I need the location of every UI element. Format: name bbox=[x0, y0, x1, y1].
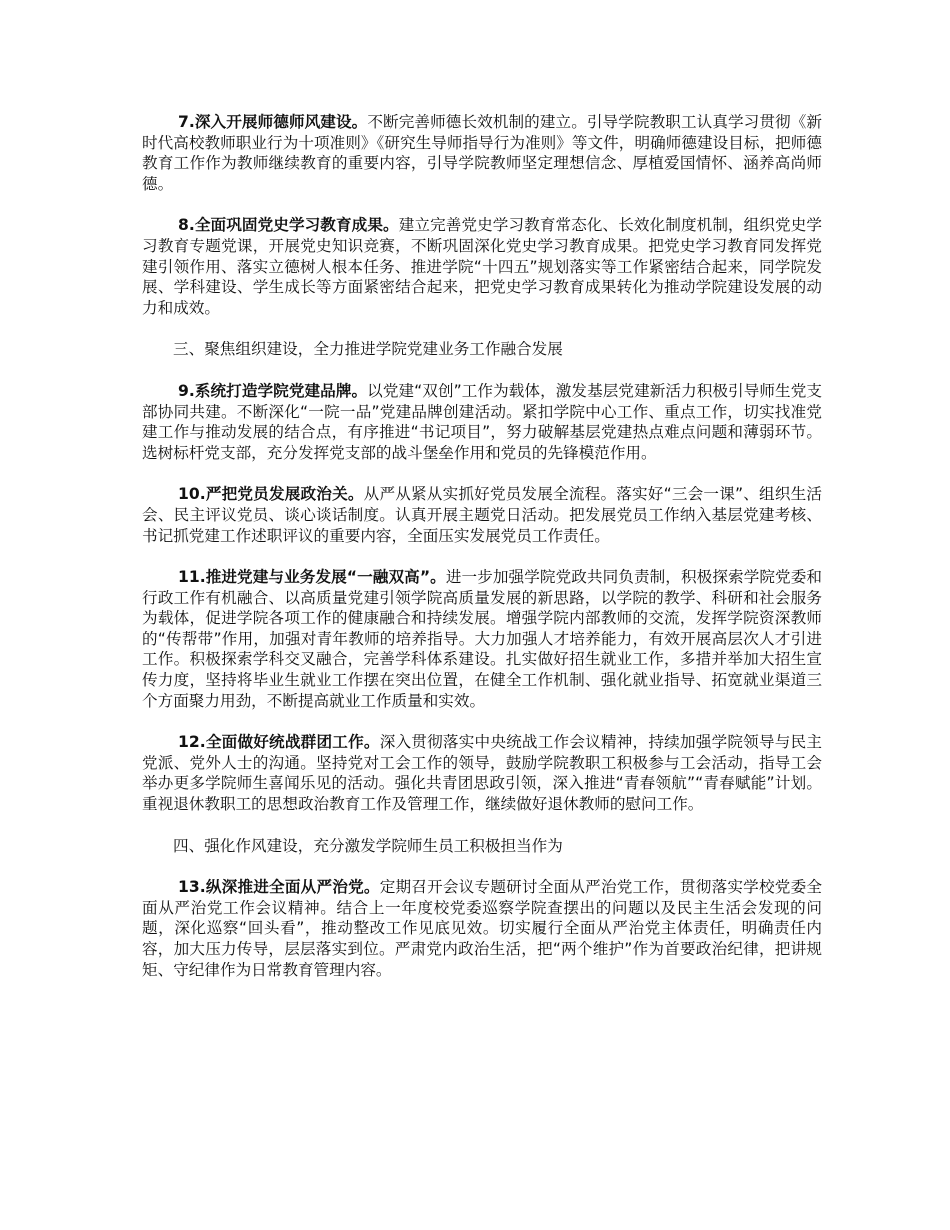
item-number: 8. bbox=[178, 216, 195, 235]
paragraph-item-13 bbox=[142, 877, 822, 980]
item-number: 10. bbox=[178, 485, 206, 504]
paragraph-item-11 bbox=[142, 567, 822, 711]
item-lead: 严把党员发展政治关。 bbox=[205, 485, 364, 504]
item-body: 从严从紧从实抓好党员发展全流程。落实好“三会一课”、组织生活会、民主评议党员、谈心谈话制度。认真开展主题党日活动。把发展党员工作纳入基层党建考核、书记抓党建工作述职评议的重要内容，全面压实发展党员工作责任。 bbox=[142, 485, 822, 545]
item-number: 7. bbox=[178, 113, 195, 131]
item-lead: 全面做好统战群团工作。 bbox=[205, 733, 380, 752]
item-body: 建立完善党史学习教育常态化、长效化制度机制，组织党史学习教育专题党课，开展党史知识竞赛，不断巩固深化党史学习教育成果。把党史学习教育同发挥党建引领作用、落实立德树人根本任务、推进学院“十四五”规划落实等工作紧密结合起来，同学院发展、学科建设、学生成长等方面紧密结合起来，把党史学习教育成果转化为推动学院建设发展的动力和成效。 bbox=[142, 216, 822, 317]
item-body: 定期召开会议专题研讨全面从严治党工作，贯彻落实学校党委全面从严治党工作会议精神。结合上一年度校党委巡察学院查摆出的问题以及民主生活会发现的问题，深化巡察“回头看”，推动整改工作见底见效。切实履行全面从严治党主体责任，明确责任内容，加大压力传导，层层落实到位。严肃党内政治生活，把“两个维护”作为首要政治纪律，把讲规矩、守纪律作为日常教育管理内容。 bbox=[142, 878, 822, 979]
item-lead: 推进党建与业务发展“一融双高”。 bbox=[205, 568, 446, 587]
document-page bbox=[142, 112, 822, 1001]
item-body: 深入贯彻落实中央统战工作会议精神，持续加强学院领导与民主党派、党外人士的沟通。坚持党对工会工作的领导，鼓励学院教职工积极参与工会活动，指导工会举办更多学院师生喜闻乐见的活动。强化共青团思政引领，深入推进“青春领航”“青春赋能”计划。重视退休教职工的思想政治教育工作及管理工作，继续做好退休教师的慰问工作。 bbox=[142, 733, 822, 814]
paragraph-item-10 bbox=[142, 484, 822, 546]
item-number: 13. bbox=[178, 878, 206, 897]
section-heading-3: 三、聚焦组织建设，全力推进学院党建业务工作融合发展 bbox=[173, 340, 563, 359]
item-lead: 全面巩固党史学习教育成果。 bbox=[194, 216, 399, 235]
section-heading-4: 四、强化作风建设，充分激发学院师生员工积极担当作为 bbox=[173, 836, 563, 855]
item-body: 进一步加强学院党政共同负责制，积极探索学院党委和行政工作有机融合、以高质量党建引领学院高质量发展的新思路，以学院的教学、科研和社会服务为载体，促进学院各项工作的健康融合和持续发展。增强学院内部教师的交流，发挥学院资深教师的“传帮带”作用，加强对青年教师的培养指导。大力加强人才培养能力，有效开展高层次人才引进工作。积极探索学科交叉融合，完善学科体系建设。扎实做好招生就业工作，多措并举加大招生宣传力度，坚持将毕业生就业工作摆在突出位置，在健全工作机制、强化就业指导、拓宽就业渠道三个方面聚力用劲，不断提高就业工作质量和实效。 bbox=[142, 568, 822, 710]
item-lead: 纵深推进全面从严治党。 bbox=[205, 878, 380, 897]
item-lead: 深入开展师德师风建设。 bbox=[194, 113, 368, 131]
item-number: 11. bbox=[178, 568, 206, 587]
item-lead: 系统打造学院党建品牌。 bbox=[194, 381, 368, 400]
item-body: 不断完善师德长效机制的建立。引导学院教职工认真学习贯彻《新时代高校教师职业行为十项准则》《研究生导师指导行为准则》等文件，明确师德建设目标，把师德教育工作作为教师继续教育的重要内容，引导学院教师坚定理想信念、厚植爱国情怀、涵养高尚师德。 bbox=[142, 113, 822, 193]
item-body: 以党建“双创”工作为载体，激发基层党建新活力积极引导师生党支部协同共建。不断深化“一院一品”党建品牌创建活动。紧扣学院中心工作、重点工作，切实找准党建工作与推动发展的结合点，有序推进“书记项目”，努力破解基层党建热点难点问题和薄弱环节。选树标杆党支部，充分发挥党支部的战斗堡垒作用和党员的先锋模范作用。 bbox=[142, 381, 822, 462]
item-number: 12. bbox=[178, 733, 206, 752]
paragraph-item-12 bbox=[142, 732, 822, 814]
paragraph-item-7 bbox=[142, 112, 822, 194]
item-number: 9. bbox=[178, 381, 195, 400]
paragraph-item-8 bbox=[142, 215, 822, 318]
paragraph-item-9 bbox=[142, 381, 822, 463]
